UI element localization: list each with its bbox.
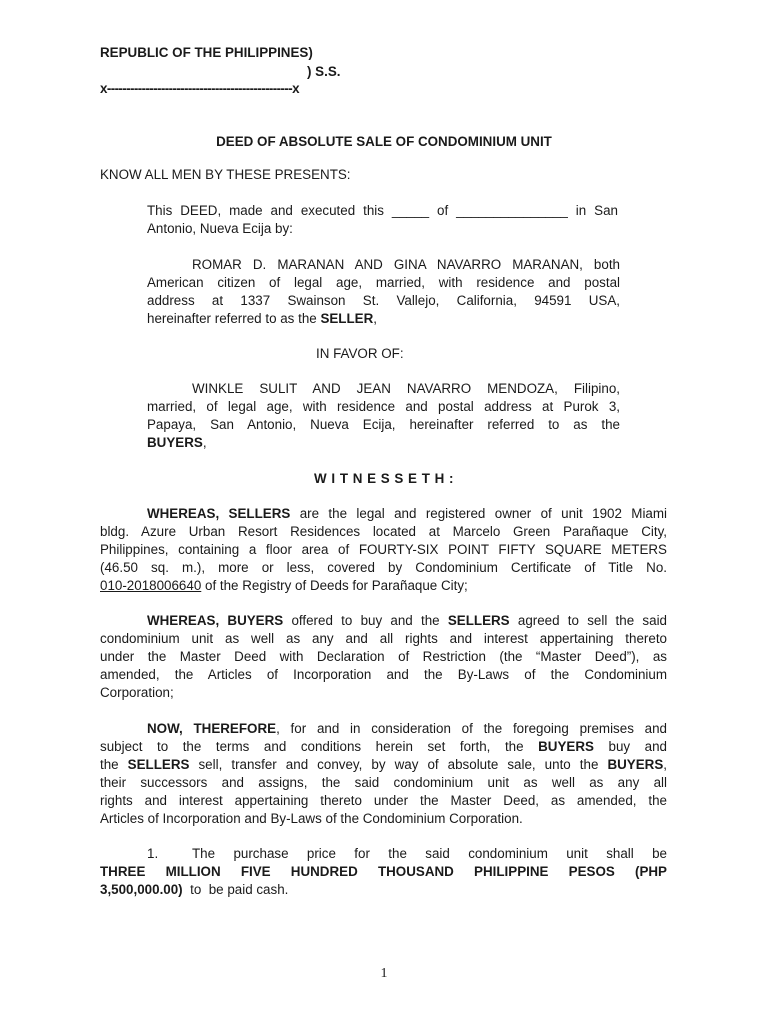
whereas1-term: WHEREAS, SELLERS [147, 506, 291, 521]
buyer-punct: , [202, 435, 207, 450]
seller-punct: , [373, 311, 377, 326]
whereas2-line: under the Master Deed with Declaration of Restriction (the “Master Deed”), as [100, 649, 667, 664]
whereas2-text: agreed to sell the said [509, 613, 667, 628]
seller-text: hereinafter referred to as the [147, 311, 321, 326]
buyer-line [147, 434, 620, 452]
item1-line: The purchase price for the said condominium unit shall be [192, 846, 667, 861]
buyer-paragraph [147, 380, 620, 452]
whereas-buyers-paragraph [100, 612, 667, 702]
seller-line [147, 310, 620, 328]
now-line [100, 738, 667, 756]
now-term: BUYERS [607, 757, 664, 772]
seller-line: address at 1337 Swainson St. Vallejo, California, 94591 USA, [147, 293, 620, 308]
whereas2-term: WHEREAS, BUYERS [147, 613, 284, 628]
now-therefore-paragraph [100, 720, 667, 828]
venue-divider: x------------------------------------------------x [100, 81, 299, 96]
whereas1-text: are the legal and registered owner of unit 1902 Miami [290, 506, 668, 521]
whereas1-line [100, 505, 667, 523]
buyer-line: married, of legal age, with residence and postal address at Purok 3, [147, 399, 620, 414]
whereas2-term: SELLERS [447, 613, 510, 628]
whereas1-line: (46.50 sq. m.), more or less, covered by Condominium Certificate of Title No. [100, 560, 667, 575]
document-title: DEED OF ABSOLUTE SALE OF CONDOMINIUM UNIT [216, 134, 552, 149]
now-line: rights and interest appertaining thereto under the Master Deed, as amended, the [100, 793, 667, 808]
now-line: their successors and assigns, the said condominium unit as well as any all [100, 775, 667, 790]
now-text: buy and [593, 739, 668, 754]
item1-text: to be paid cash. [182, 882, 289, 897]
witnesseth-heading: W I T N E S S E T H : [314, 471, 454, 486]
venue-ss: ) S.S. [307, 64, 341, 79]
item1-line: THREE MILLION FIVE HUNDRED THOUSAND PHILIPPINE PESOS (PHP [100, 864, 667, 879]
now-line [100, 720, 667, 738]
now-line: Articles of Incorporation and By-Laws of the Condominium Corporation. [100, 811, 523, 826]
now-text: the [100, 757, 128, 772]
title-number: 010-2018006640 [100, 578, 202, 593]
item1-paragraph [100, 863, 667, 899]
seller-line: American citizen of legal age, married, with residence and postal [147, 275, 620, 290]
now-text: , [663, 757, 667, 772]
whereas1-line: bldg. Azure Urban Resort Residences located at Marcelo Green Parañaque City, [100, 524, 667, 539]
in-favor-of: IN FAVOR OF: [316, 346, 404, 361]
whereas2-line: condominium unit as well as any and all rights and interest appertaining thereto [100, 631, 667, 646]
now-text: subject to the terms and conditions herein set forth, the [100, 739, 539, 754]
whereas1-text: of the Registry of Deeds for Parañaque City; [201, 578, 468, 593]
whereas2-line: Corporation; [100, 685, 174, 700]
buyer-line: WINKLE SULIT AND JEAN NAVARRO MENDOZA, Filipino, [192, 381, 620, 396]
whereas2-line [100, 612, 667, 630]
venue-republic: REPUBLIC OF THE PHILIPPINES) [100, 45, 313, 60]
whereas-sellers-paragraph [100, 505, 667, 595]
whereas1-line [100, 577, 667, 595]
seller-line: ROMAR D. MARANAN AND GINA NAVARRO MARANAN, both [192, 257, 620, 272]
whereas1-line: Philippines, containing a floor area of FOURTY-SIX POINT FIFTY SQUARE METERS [100, 542, 667, 557]
now-text: , for and in consideration of the foregoing premises and [276, 721, 667, 736]
now-text: sell, transfer and convey, by way of absolute sale, unto the [189, 757, 608, 772]
seller-term: SELLER [320, 311, 374, 326]
buyer-term: BUYERS [147, 435, 203, 450]
seller-paragraph [147, 256, 620, 328]
intro-paragraph [147, 202, 618, 238]
intro-line: Antonio, Nueva Ecija by: [147, 221, 293, 236]
whereas2-text: offered to buy and the [283, 613, 448, 628]
item1-first-line [192, 845, 667, 863]
now-term: NOW, THEREFORE [147, 721, 277, 736]
page-number: 1 [380, 966, 388, 981]
know-all-men: KNOW ALL MEN BY THESE PRESENTS: [100, 167, 351, 182]
now-line [100, 756, 667, 774]
price-amount: 3,500,000.00) [100, 882, 183, 897]
now-term: BUYERS [538, 739, 594, 754]
whereas2-line: amended, the Articles of Incorporation and the By-Laws of the Condominium [100, 667, 667, 682]
buyer-line: Papaya, San Antonio, Nueva Ecija, hereinafter referred to as the [147, 417, 620, 432]
item-number: 1. [147, 846, 159, 861]
now-term: SELLERS [127, 757, 190, 772]
item1-line [100, 881, 667, 899]
intro-line: This DEED, made and executed this _____ of _______________ in San [147, 203, 618, 218]
